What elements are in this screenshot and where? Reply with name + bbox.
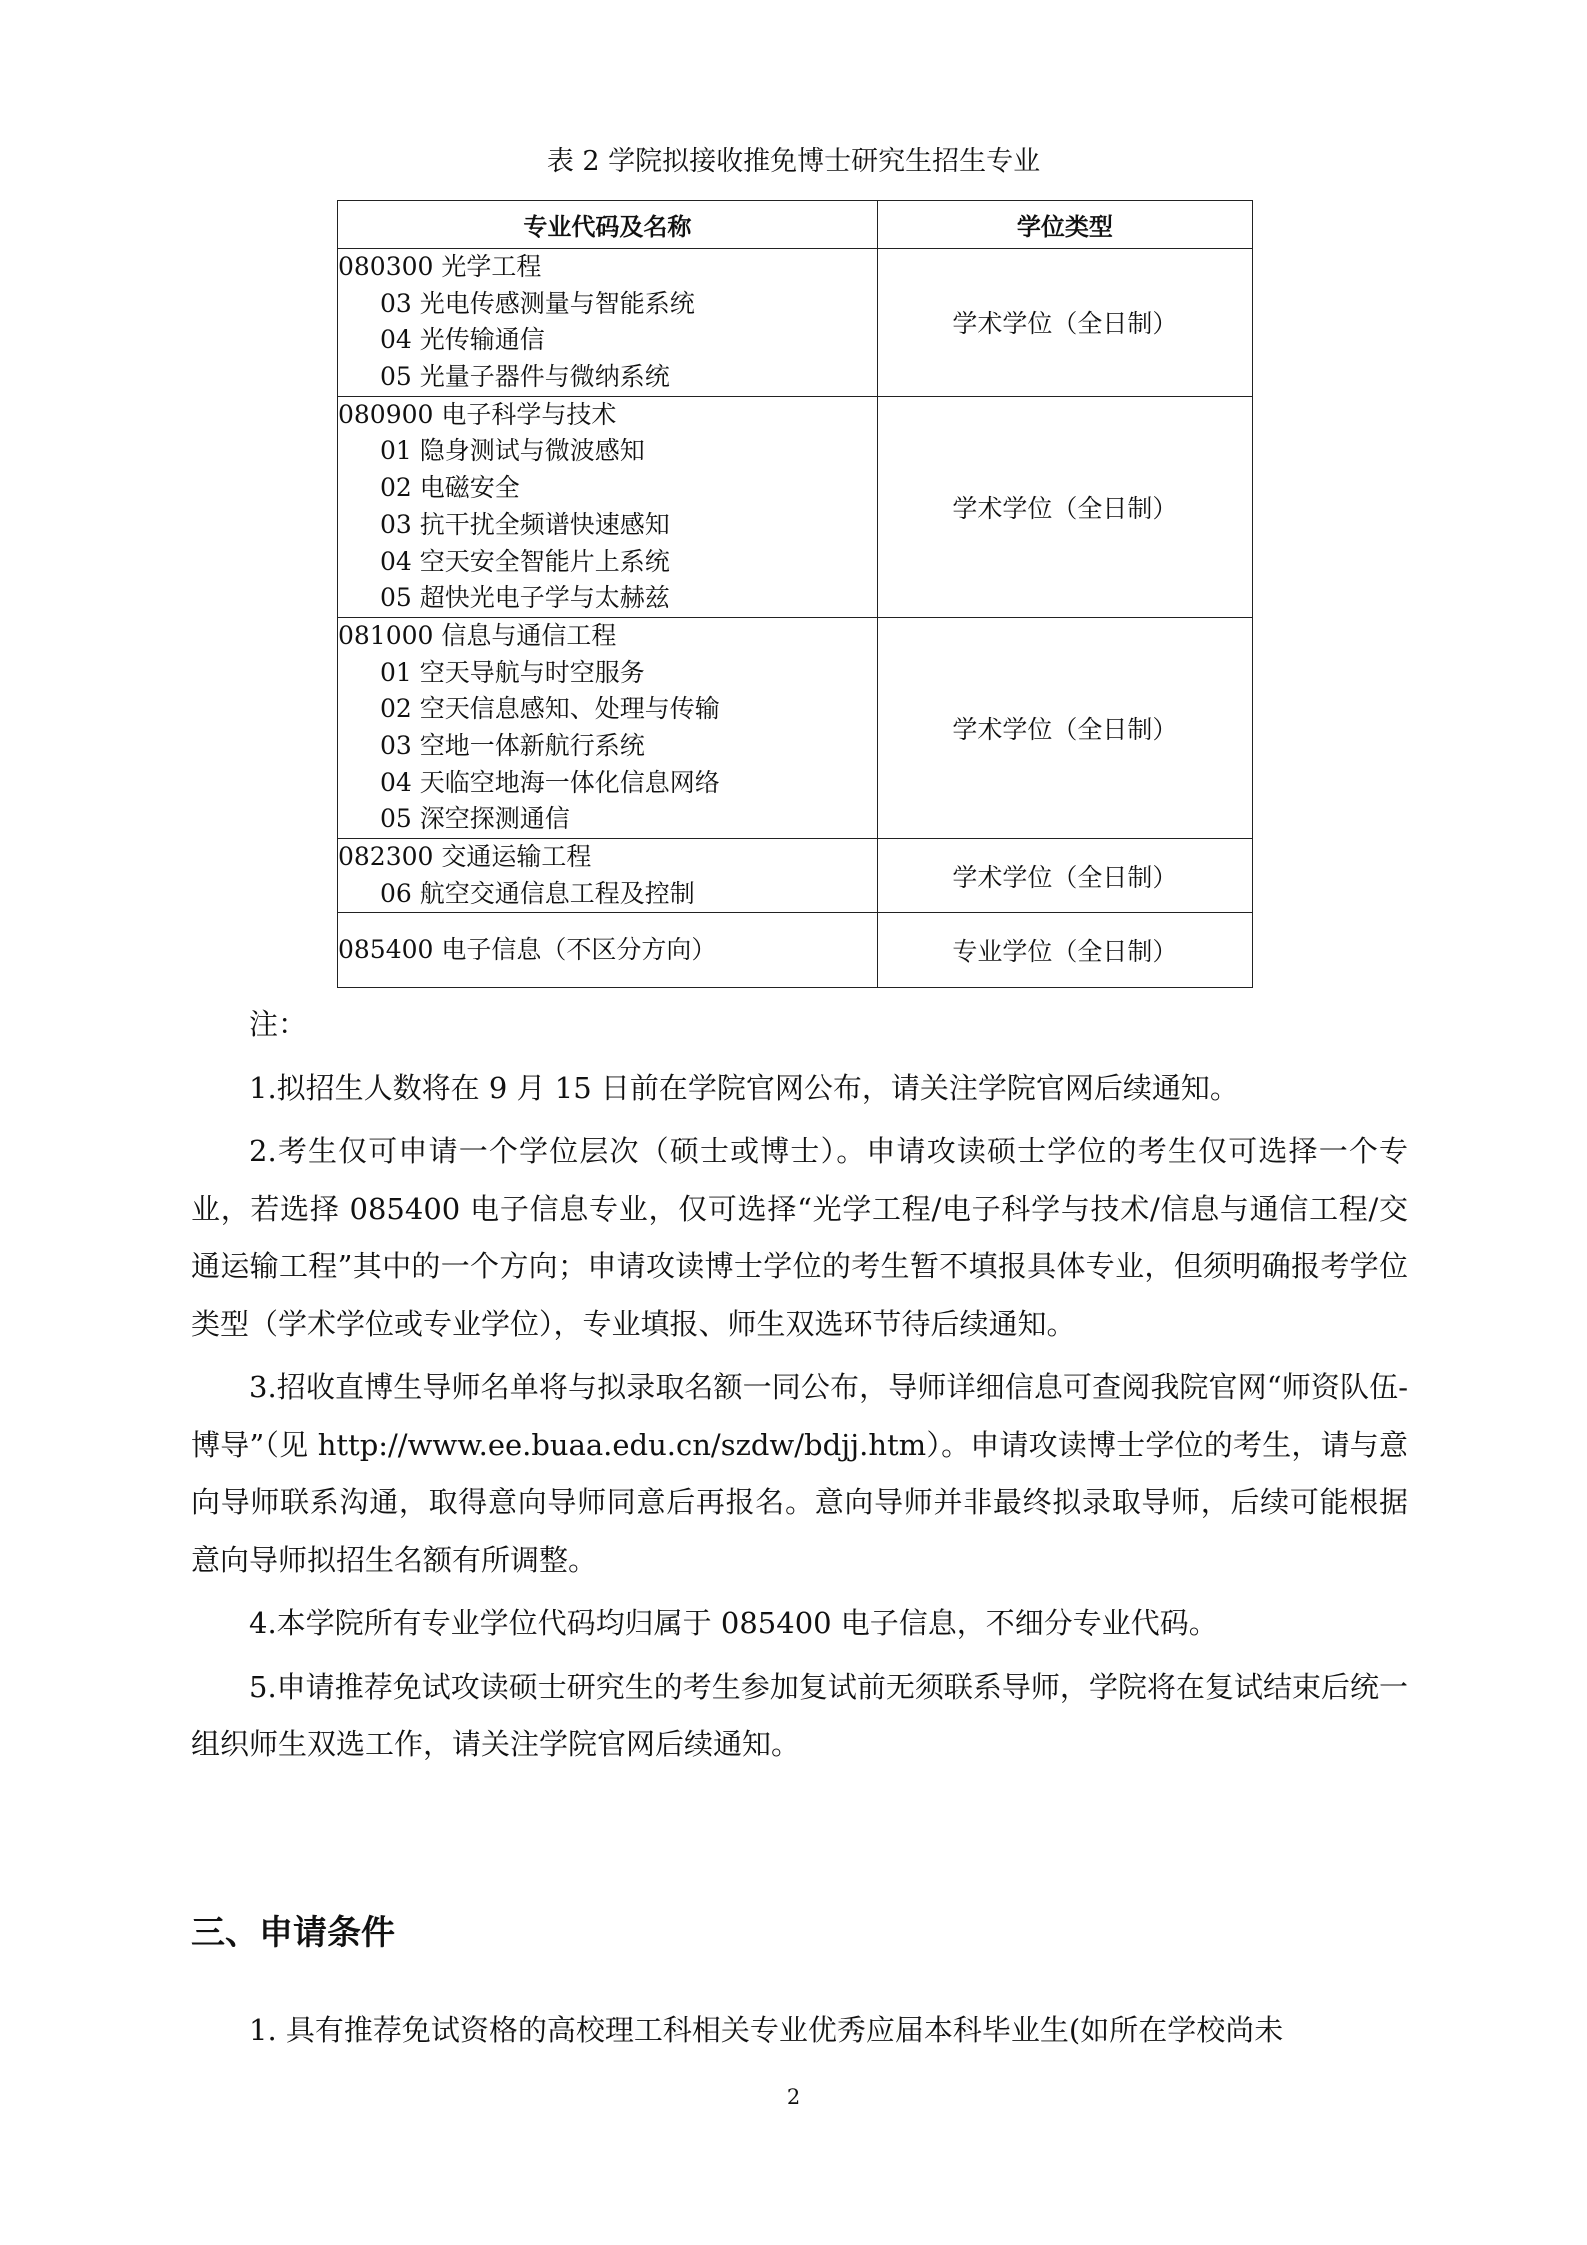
research-direction: 03 光电传感测量与智能系统 — [380, 288, 695, 318]
degree-type: 学术学位（全日制） — [877, 617, 1252, 838]
research-direction: 03 抗干扰全频谱快速感知 — [380, 509, 670, 539]
notes-heading: 注： — [249, 1007, 308, 1041]
major-code: 082300 交通运输工程 — [338, 842, 592, 871]
major-cell — [338, 913, 878, 988]
research-direction: 05 超快光电子学与太赫兹 — [380, 583, 670, 613]
research-direction: 04 空天安全智能片上系统 — [380, 546, 670, 576]
table-row — [338, 396, 1253, 617]
section-heading: 三、申请条件 — [191, 1913, 395, 1953]
research-direction: 02 电磁安全 — [380, 473, 520, 503]
major-cell — [338, 249, 878, 397]
table-row — [338, 913, 1253, 988]
note-item: 4.本学院所有专业学位代码均归属于 085400 电子信息，不细分专业代码。 — [249, 1606, 1218, 1640]
degree-type: 学术学位（全日制） — [877, 249, 1252, 397]
condition-item: 1. 具有推荐免试资格的高校理工科相关专业优秀应届本科毕业生(如所在学校尚未 — [249, 2013, 1284, 2047]
table-header-row — [338, 201, 1253, 249]
note-item: 1.拟招生人数将在 9 月 15 日前在学院官网公布，请关注学院官网后续通知。 — [249, 1070, 1239, 1105]
major-code: 080300 光学工程 — [338, 252, 542, 281]
degree-type: 学术学位（全日制） — [877, 839, 1252, 913]
major-cell — [338, 617, 878, 838]
page-number: 2 — [786, 2085, 801, 2109]
major-cell — [338, 839, 878, 913]
major-code: 085400 电子信息（不区分方向） — [338, 935, 717, 965]
notes-section — [191, 996, 1408, 1774]
note-item: 2.考生仅可申请一个学位层次（硕士或博士）。申请攻读硕士学位的考生仅可选择一个专业，若选择 085400 电子信息专业，仅可选择“光学工程/电子科学与技术/信息与通信工程/交通运输工程”其中的一个方向；申请攻读博士学位的考生暂不填报具体专业，但须明确报考学位类型（学术学位或专业学位），专业填报、师生双选环节待后续通知。 — [191, 1134, 1408, 1341]
major-code: 080900 电子科学与技术 — [338, 399, 617, 429]
research-direction: 01 隐身测试与微波感知 — [380, 436, 645, 466]
table-row — [338, 617, 1253, 838]
table-row — [338, 839, 1253, 913]
degree-type: 学术学位（全日制） — [877, 396, 1252, 617]
research-direction: 05 光量子器件与微纳系统 — [380, 362, 670, 392]
research-direction: 05 深空探测通信 — [380, 804, 570, 834]
major-code: 081000 信息与通信工程 — [338, 620, 617, 650]
note-item: 3.招收直博生导师名单将与拟录取名额一同公布，导师详细信息可查阅我院官网“师资队伍-博导”（见 http://www.ee.buaa.edu.cn/szdw/bdjj.htm）。申请攻读博士学位的考生，请与意向导师联系沟通，取得意向导师同意后再报名。意向导师并非最终拟录取导师，后续可能根据意向导师拟招生名额有所调整。 — [191, 1370, 1408, 1577]
table-row — [338, 249, 1253, 397]
major-cell — [338, 396, 878, 617]
research-direction: 03 空地一体新航行系统 — [380, 730, 645, 760]
table-caption: 表 2 学院拟接收推免博士研究生招生专业 — [546, 146, 1041, 177]
header-degree-type: 学位类型 — [877, 201, 1252, 249]
research-direction: 01 空天导航与时空服务 — [380, 657, 645, 687]
majors-table — [337, 200, 1253, 988]
note-item: 5.申请推荐免试攻读硕士研究生的考生参加复试前无须联系导师，学院将在复试结束后统一组织师生双选工作，请关注学院官网后续通知。 — [191, 1669, 1408, 1761]
research-direction: 02 空天信息感知、处理与传输 — [380, 694, 720, 724]
research-direction: 06 航空交通信息工程及控制 — [380, 878, 695, 908]
header-major-code-name: 专业代码及名称 — [338, 201, 878, 249]
research-direction: 04 天临空地海一体化信息网络 — [380, 767, 720, 797]
research-direction: 04 光传输通信 — [380, 325, 545, 355]
degree-type: 专业学位（全日制） — [877, 913, 1252, 988]
